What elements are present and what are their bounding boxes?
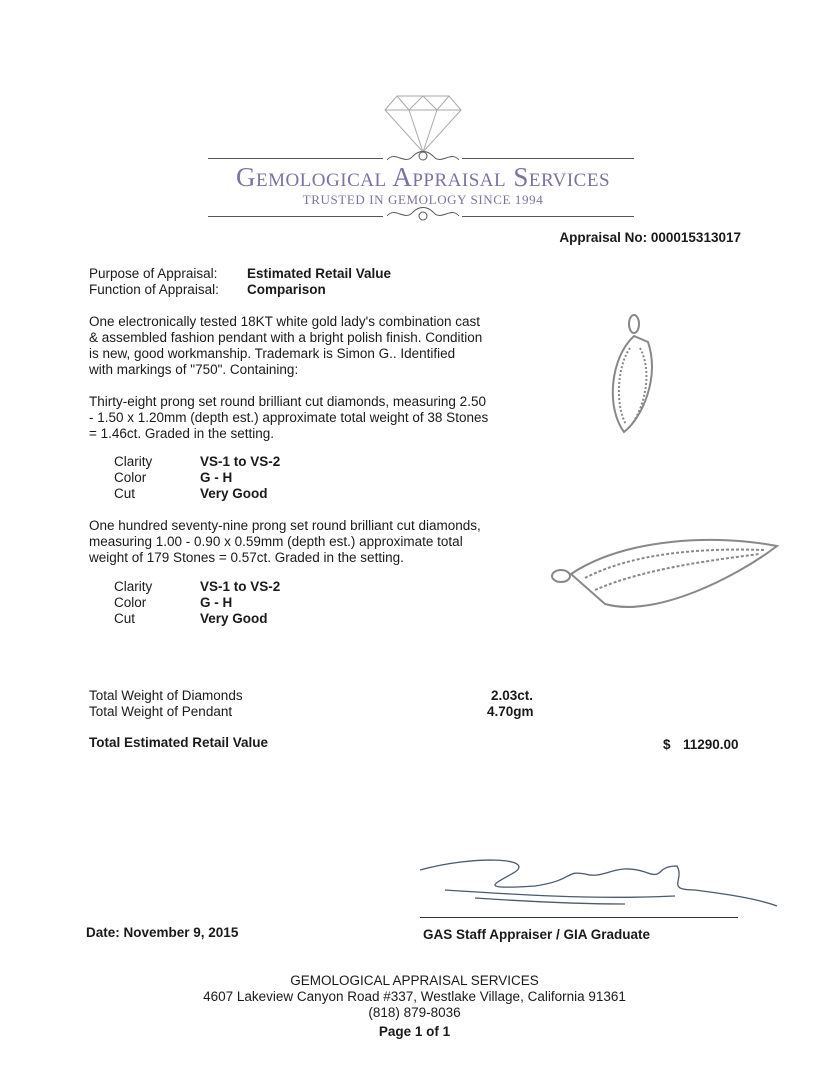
- grade-label: Clarity: [114, 454, 153, 469]
- grade-label: Cut: [114, 486, 136, 501]
- description-line: = 1.46ct. Graded in the setting.: [89, 426, 274, 441]
- description-line: Thirty-eight prong set round brilliant cut diamonds, measuring 2.50: [89, 394, 486, 409]
- total-retail-label: Total Estimated Retail Value: [89, 735, 269, 750]
- description-line: One hundred seventy-nine prong set round brilliant cut diamonds,: [89, 518, 481, 533]
- function-label: Function of Appraisal:: [89, 282, 219, 297]
- ornament-icon: [383, 206, 463, 228]
- total-pendant-label: Total Weight of Pendant: [89, 704, 233, 719]
- description-line: weight of 179 Stones = 0.57ct. Graded in the setting.: [89, 550, 404, 565]
- appraiser-title: GAS Staff Appraiser / GIA Graduate: [423, 927, 651, 942]
- description-line: & assembled fashion pendant with a bright polish finish. Condition: [89, 330, 483, 345]
- description-line: One electronically tested 18KT white gold lady's combination cast: [89, 314, 481, 329]
- grade-value: G - H: [200, 470, 233, 485]
- description-line: measuring 1.00 - 0.90 x 0.59mm (depth est.) approximate total: [89, 534, 463, 549]
- grade-label: Clarity: [114, 579, 153, 594]
- pendant-side-photo: [545, 538, 785, 618]
- appraisal-number: Appraisal No: 000015313017: [559, 230, 741, 245]
- grade-label: Color: [114, 470, 147, 485]
- grade-value: G - H: [200, 595, 233, 610]
- total-pendant-value: 4.70gm: [487, 704, 534, 719]
- logo-rule: [462, 158, 634, 159]
- page-number: Page 1 of 1: [378, 1024, 451, 1039]
- footer-phone: (818) 879-8036: [368, 1005, 461, 1020]
- grade-label: Color: [114, 595, 147, 610]
- footer-company: GEMOLOGICAL APPRAISAL SERVICES: [290, 973, 539, 988]
- footer-address: 4607 Lakeview Canyon Road #337, Westlake Village, California 91361: [203, 989, 626, 1004]
- total-diamonds-value: 2.03ct.: [491, 688, 534, 703]
- logo-rule: [208, 216, 383, 217]
- grade-value: Very Good: [200, 486, 268, 501]
- stone-group-1-description: [89, 394, 488, 442]
- stone-group-2-grades: [114, 579, 280, 627]
- total-diamonds-label: Total Weight of Diamonds: [89, 688, 243, 703]
- appraiser-signature: [415, 850, 785, 920]
- description-line: is new, good workmanship. Trademark is Simon G.. Identified: [89, 346, 456, 361]
- description-line: with markings of "750". Containing:: [89, 362, 299, 377]
- grade-value: Very Good: [200, 611, 268, 626]
- item-description: [89, 314, 482, 378]
- diamond-logo-icon: [383, 94, 463, 154]
- signature-line: [420, 917, 738, 918]
- currency-symbol: $: [663, 737, 671, 752]
- grade-label: Cut: [114, 611, 136, 626]
- function-value: Comparison: [247, 282, 326, 297]
- stone-group-2-description: [89, 518, 481, 566]
- company-tagline: TRUSTED IN GEMOLOGY SINCE 1994: [302, 192, 544, 207]
- logo-rule: [208, 158, 383, 159]
- description-line: - 1.50 x 1.20mm (depth est.) approximate total weight of 38 Stones: [89, 410, 489, 425]
- grade-value: VS-1 to VS-2: [200, 454, 281, 469]
- grade-value: VS-1 to VS-2: [200, 579, 281, 594]
- purpose-value: Estimated Retail Value: [247, 266, 392, 281]
- purpose-label: Purpose of Appraisal:: [89, 266, 218, 281]
- pendant-front-photo: [600, 308, 670, 438]
- stone-group-1-grades: [114, 454, 280, 502]
- total-retail-value: 11290.00: [683, 737, 739, 752]
- appraisal-date: Date: November 9, 2015: [86, 925, 239, 940]
- company-logo-title: Gemological Appraisal Services: [235, 162, 611, 192]
- logo-rule: [462, 216, 634, 217]
